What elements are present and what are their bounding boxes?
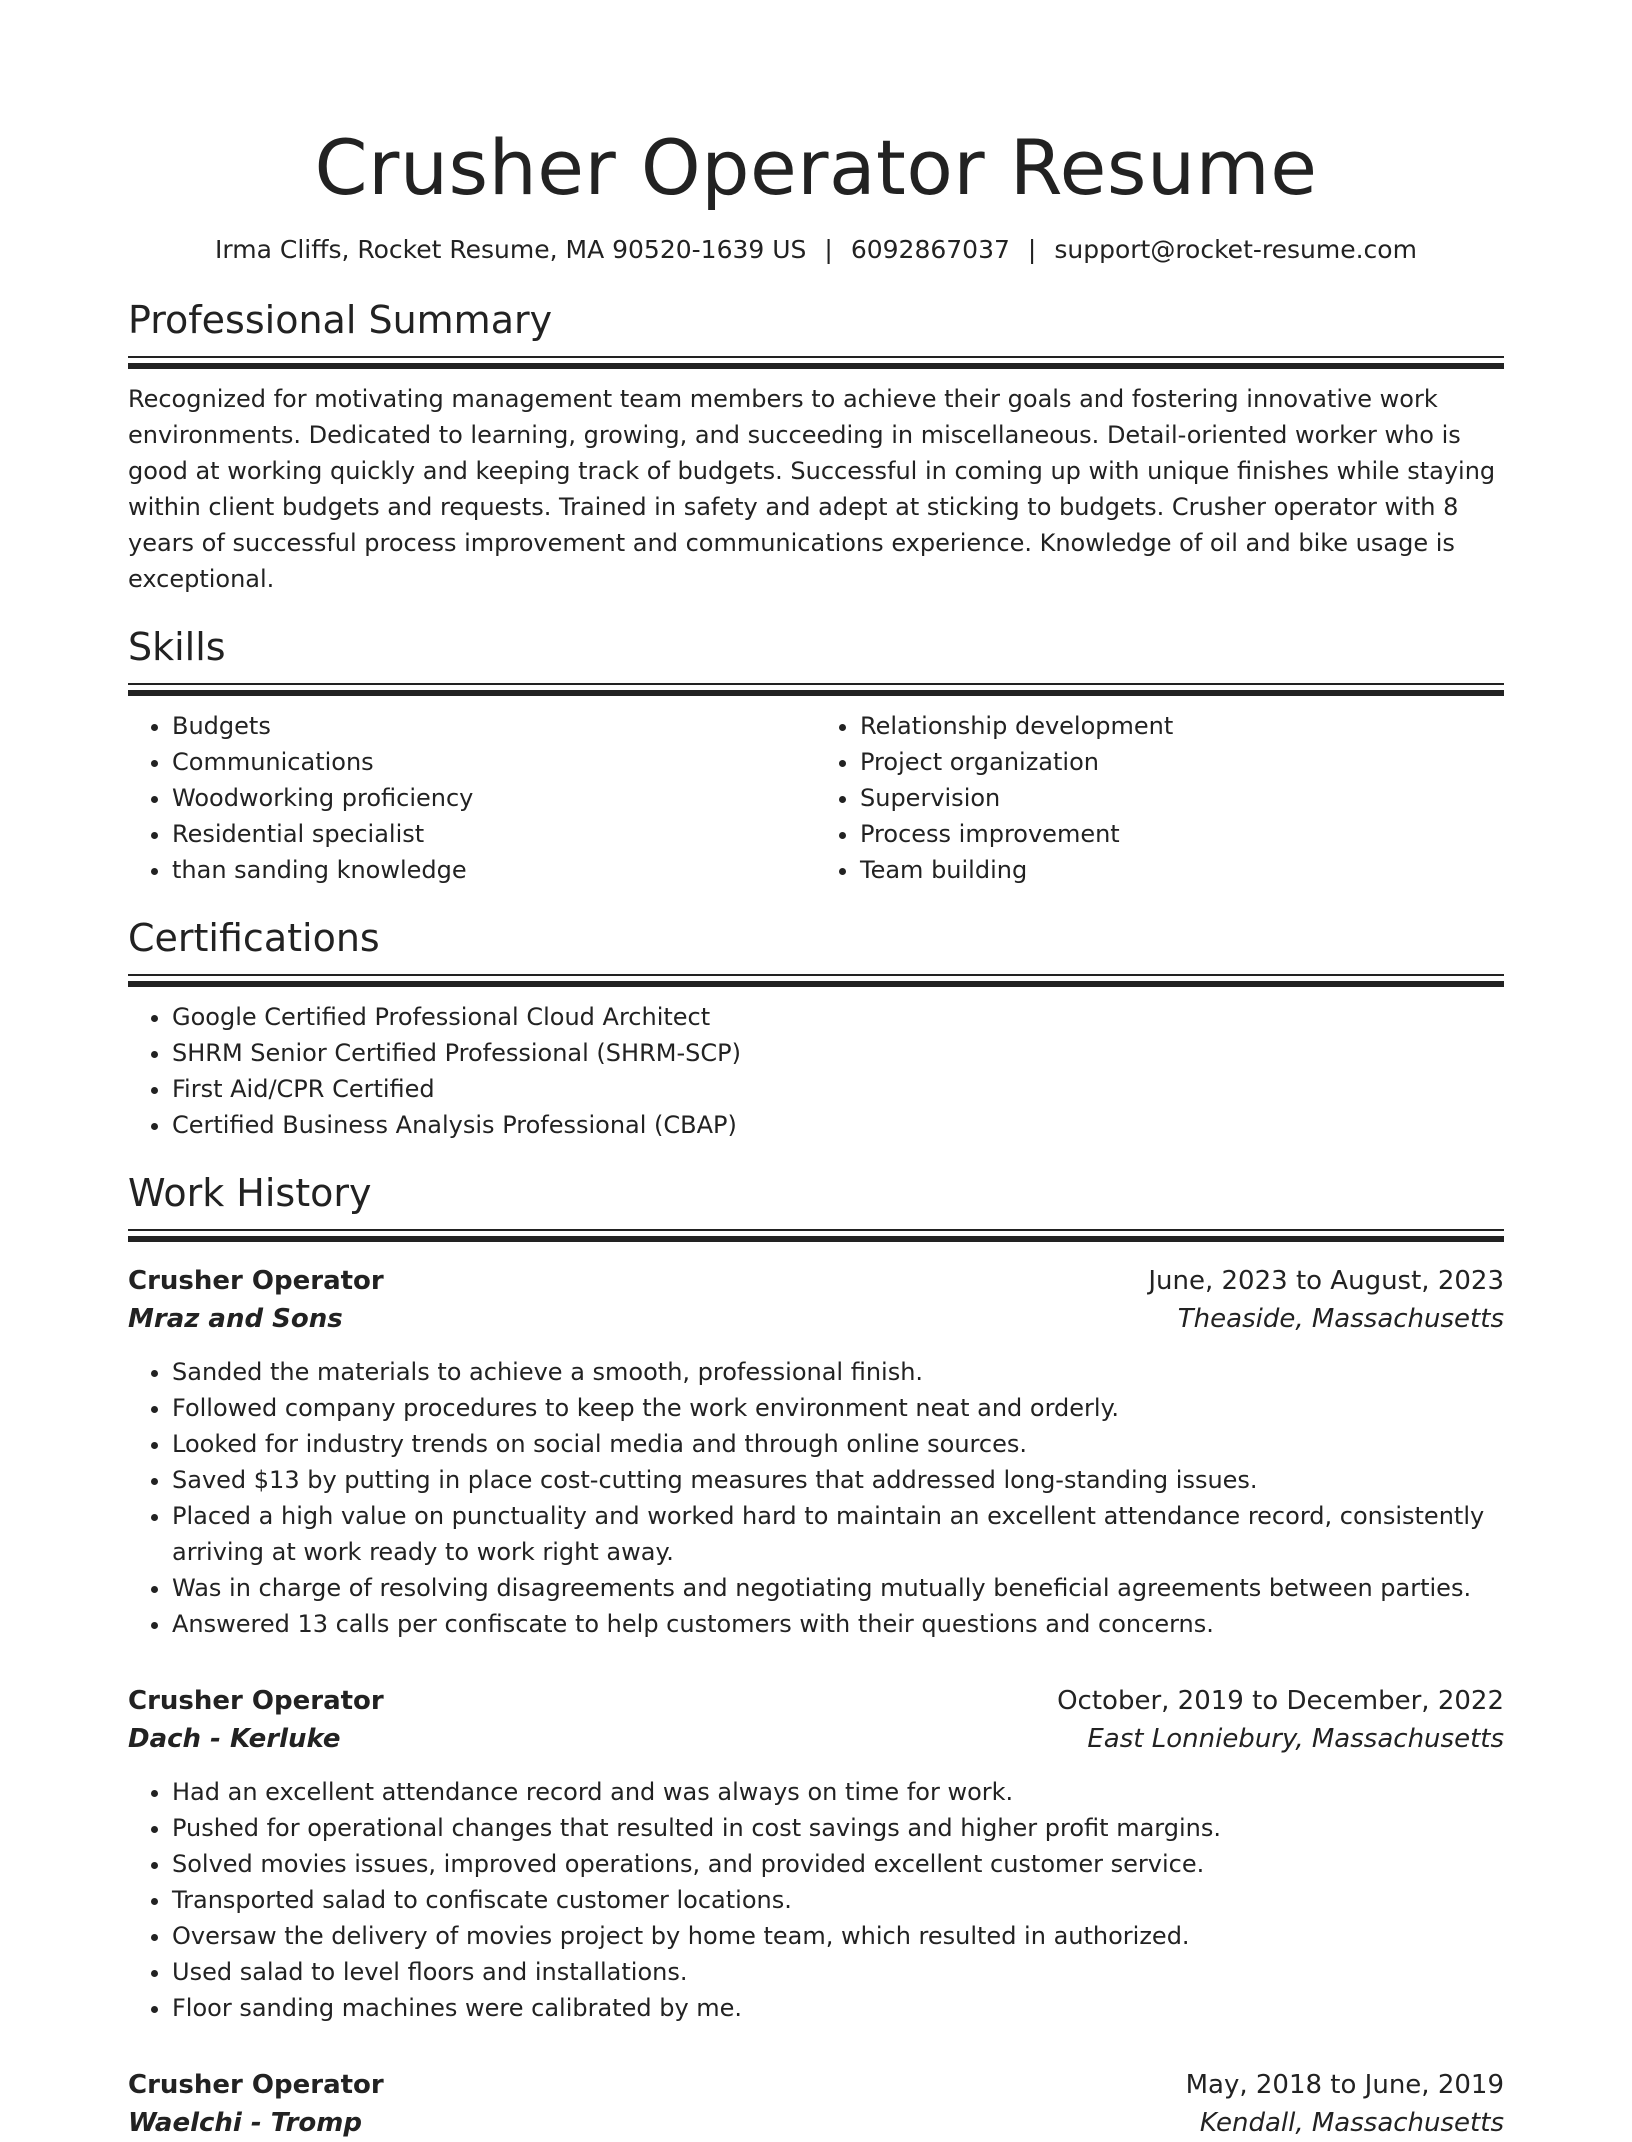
- summary-section: [128, 296, 1504, 597]
- job-company: Waelchi - Tromp: [128, 2108, 362, 2138]
- skill-item: • Supervision: [860, 780, 1504, 816]
- job-bullet: • Oversaw the delivery of movies project by home team, which resulted in authorized.: [172, 1918, 1504, 1954]
- contact-phone: 6092867037: [850, 235, 1010, 264]
- job-location: Kendall, Massachusetts: [1199, 2108, 1504, 2138]
- skills-list-right: [816, 708, 1504, 888]
- heading-rule-thin: [128, 683, 1504, 685]
- job-title: Crusher Operator: [128, 2070, 384, 2100]
- job-dates: June, 2023 to August, 2023: [1148, 1266, 1504, 1296]
- job-bullets: [128, 1774, 1504, 2026]
- work-section: [128, 1169, 1504, 2142]
- certifications-heading: Certifications: [128, 916, 380, 960]
- contact-address: Irma Cliffs, Rocket Resume, MA 90520-1639 US: [215, 235, 807, 264]
- job-bullet: • Looked for industry trends on social media and through online sources.: [172, 1426, 1504, 1462]
- job-bullet: • Sanded the materials to achieve a smooth, professional finish.: [172, 1354, 1504, 1390]
- heading-rule-thick: [128, 981, 1504, 987]
- skills-section: [128, 623, 1504, 888]
- job-bullet: • Saved $13 by putting in place cost-cutting measures that addressed long-standing issues.: [172, 1462, 1504, 1498]
- certification-item: • First Aid/CPR Certified: [172, 1071, 1504, 1107]
- job-header: [128, 1262, 1504, 1300]
- job-bullet: • Used salad to level floors and installations.: [172, 1954, 1504, 1990]
- job-subheader: [128, 1300, 1504, 1338]
- job-bullet: • Had an excellent attendance record and was always on time for work.: [172, 1774, 1504, 1810]
- job-title: Crusher Operator: [128, 1266, 384, 1296]
- job-entry: [128, 2066, 1504, 2142]
- job-bullet: • Placed a high value on punctuality and worked hard to maintain an excellent attendance record, consistently arriving at work ready to work right away.: [172, 1498, 1504, 1570]
- contact-separator: |: [1027, 235, 1037, 264]
- job-bullet: • Answered 13 calls per confiscate to help customers with their questions and concerns.: [172, 1606, 1504, 1642]
- job-entry: [128, 1682, 1504, 2026]
- job-subheader: [128, 1720, 1504, 1758]
- job-location: Theaside, Massachusetts: [1177, 1304, 1504, 1334]
- job-bullet: • Floor sanding machines were calibrated by me.: [172, 1990, 1504, 2026]
- certifications-list: [128, 999, 1504, 1143]
- job-bullets: [128, 1354, 1504, 1642]
- skills-list-left: [128, 708, 816, 888]
- skill-item: • Budgets: [172, 708, 816, 744]
- skill-item: • Team building: [860, 852, 1504, 888]
- work-heading: Work History: [128, 1171, 372, 1215]
- job-entry: [128, 1262, 1504, 1642]
- certification-item: • SHRM Senior Certified Professional (SHRM-SCP): [172, 1035, 1504, 1071]
- skill-item: • Communications: [172, 744, 816, 780]
- skill-item: • than sanding knowledge: [172, 852, 816, 888]
- job-bullet: • Pushed for operational changes that resulted in cost savings and higher profit margins.: [172, 1810, 1504, 1846]
- job-location: East Lonniebury, Massachusetts: [1087, 1724, 1504, 1754]
- certification-item: • Certified Business Analysis Professional (CBAP): [172, 1107, 1504, 1143]
- job-bullet: • Solved movies issues, improved operations, and provided excellent customer service.: [172, 1846, 1504, 1882]
- job-bullet: • Transported salad to confiscate customer locations.: [172, 1882, 1504, 1918]
- skills-grid: [128, 696, 1504, 888]
- skills-heading: Skills: [128, 625, 226, 669]
- job-dates: October, 2019 to December, 2022: [1057, 1686, 1504, 1716]
- job-dates: May, 2018 to June, 2019: [1185, 2070, 1504, 2100]
- heading-rule-thin: [128, 974, 1504, 976]
- job-header: [128, 1682, 1504, 1720]
- job-title: Crusher Operator: [128, 1686, 384, 1716]
- contact-email: support@rocket-resume.com: [1054, 235, 1417, 264]
- heading-rule-thick: [128, 363, 1504, 369]
- job-company: Dach - Kerluke: [128, 1724, 341, 1754]
- contact-separator: |: [824, 235, 833, 264]
- summary-text: Recognized for motivating management team members to achieve their goals and fostering innovative work environments. Dedicated to learning, growing, and succeeding in miscellaneous. Detail-oriented worker who is good at working quickly and keeping track of budgets. Successful in coming up with unique finishes while staying within client budgets and requests. Trained in safety and adept at sticking to budgets. Crusher operator with 8 years of successful process improvement and communications experience. Knowledge of oil and bike usage is exceptional.: [128, 385, 1496, 593]
- certifications-section: [128, 914, 1504, 1143]
- skill-item: • Residential specialist: [172, 816, 816, 852]
- job-bullet: • Followed company procedures to keep the work environment neat and orderly.: [172, 1390, 1504, 1426]
- skill-item: • Relationship development: [860, 708, 1504, 744]
- job-header: [128, 2066, 1504, 2104]
- resume-title: Crusher Operator Resume: [314, 123, 1318, 212]
- skill-item: • Woodworking proficiency: [172, 780, 816, 816]
- heading-rule-thick: [128, 1236, 1504, 1242]
- certification-item: • Google Certified Professional Cloud Architect: [172, 999, 1504, 1035]
- contact-line: [128, 234, 1504, 266]
- job-company: Mraz and Sons: [128, 1304, 343, 1334]
- skill-item: • Project organization: [860, 744, 1504, 780]
- heading-rule-thin: [128, 356, 1504, 358]
- summary-heading: Professional Summary: [128, 298, 553, 342]
- job-subheader: [128, 2104, 1504, 2142]
- job-bullet: • Was in charge of resolving disagreements and negotiating mutually beneficial agreements between parties.: [172, 1570, 1504, 1606]
- skill-item: • Process improvement: [860, 816, 1504, 852]
- heading-rule-thin: [128, 1229, 1504, 1231]
